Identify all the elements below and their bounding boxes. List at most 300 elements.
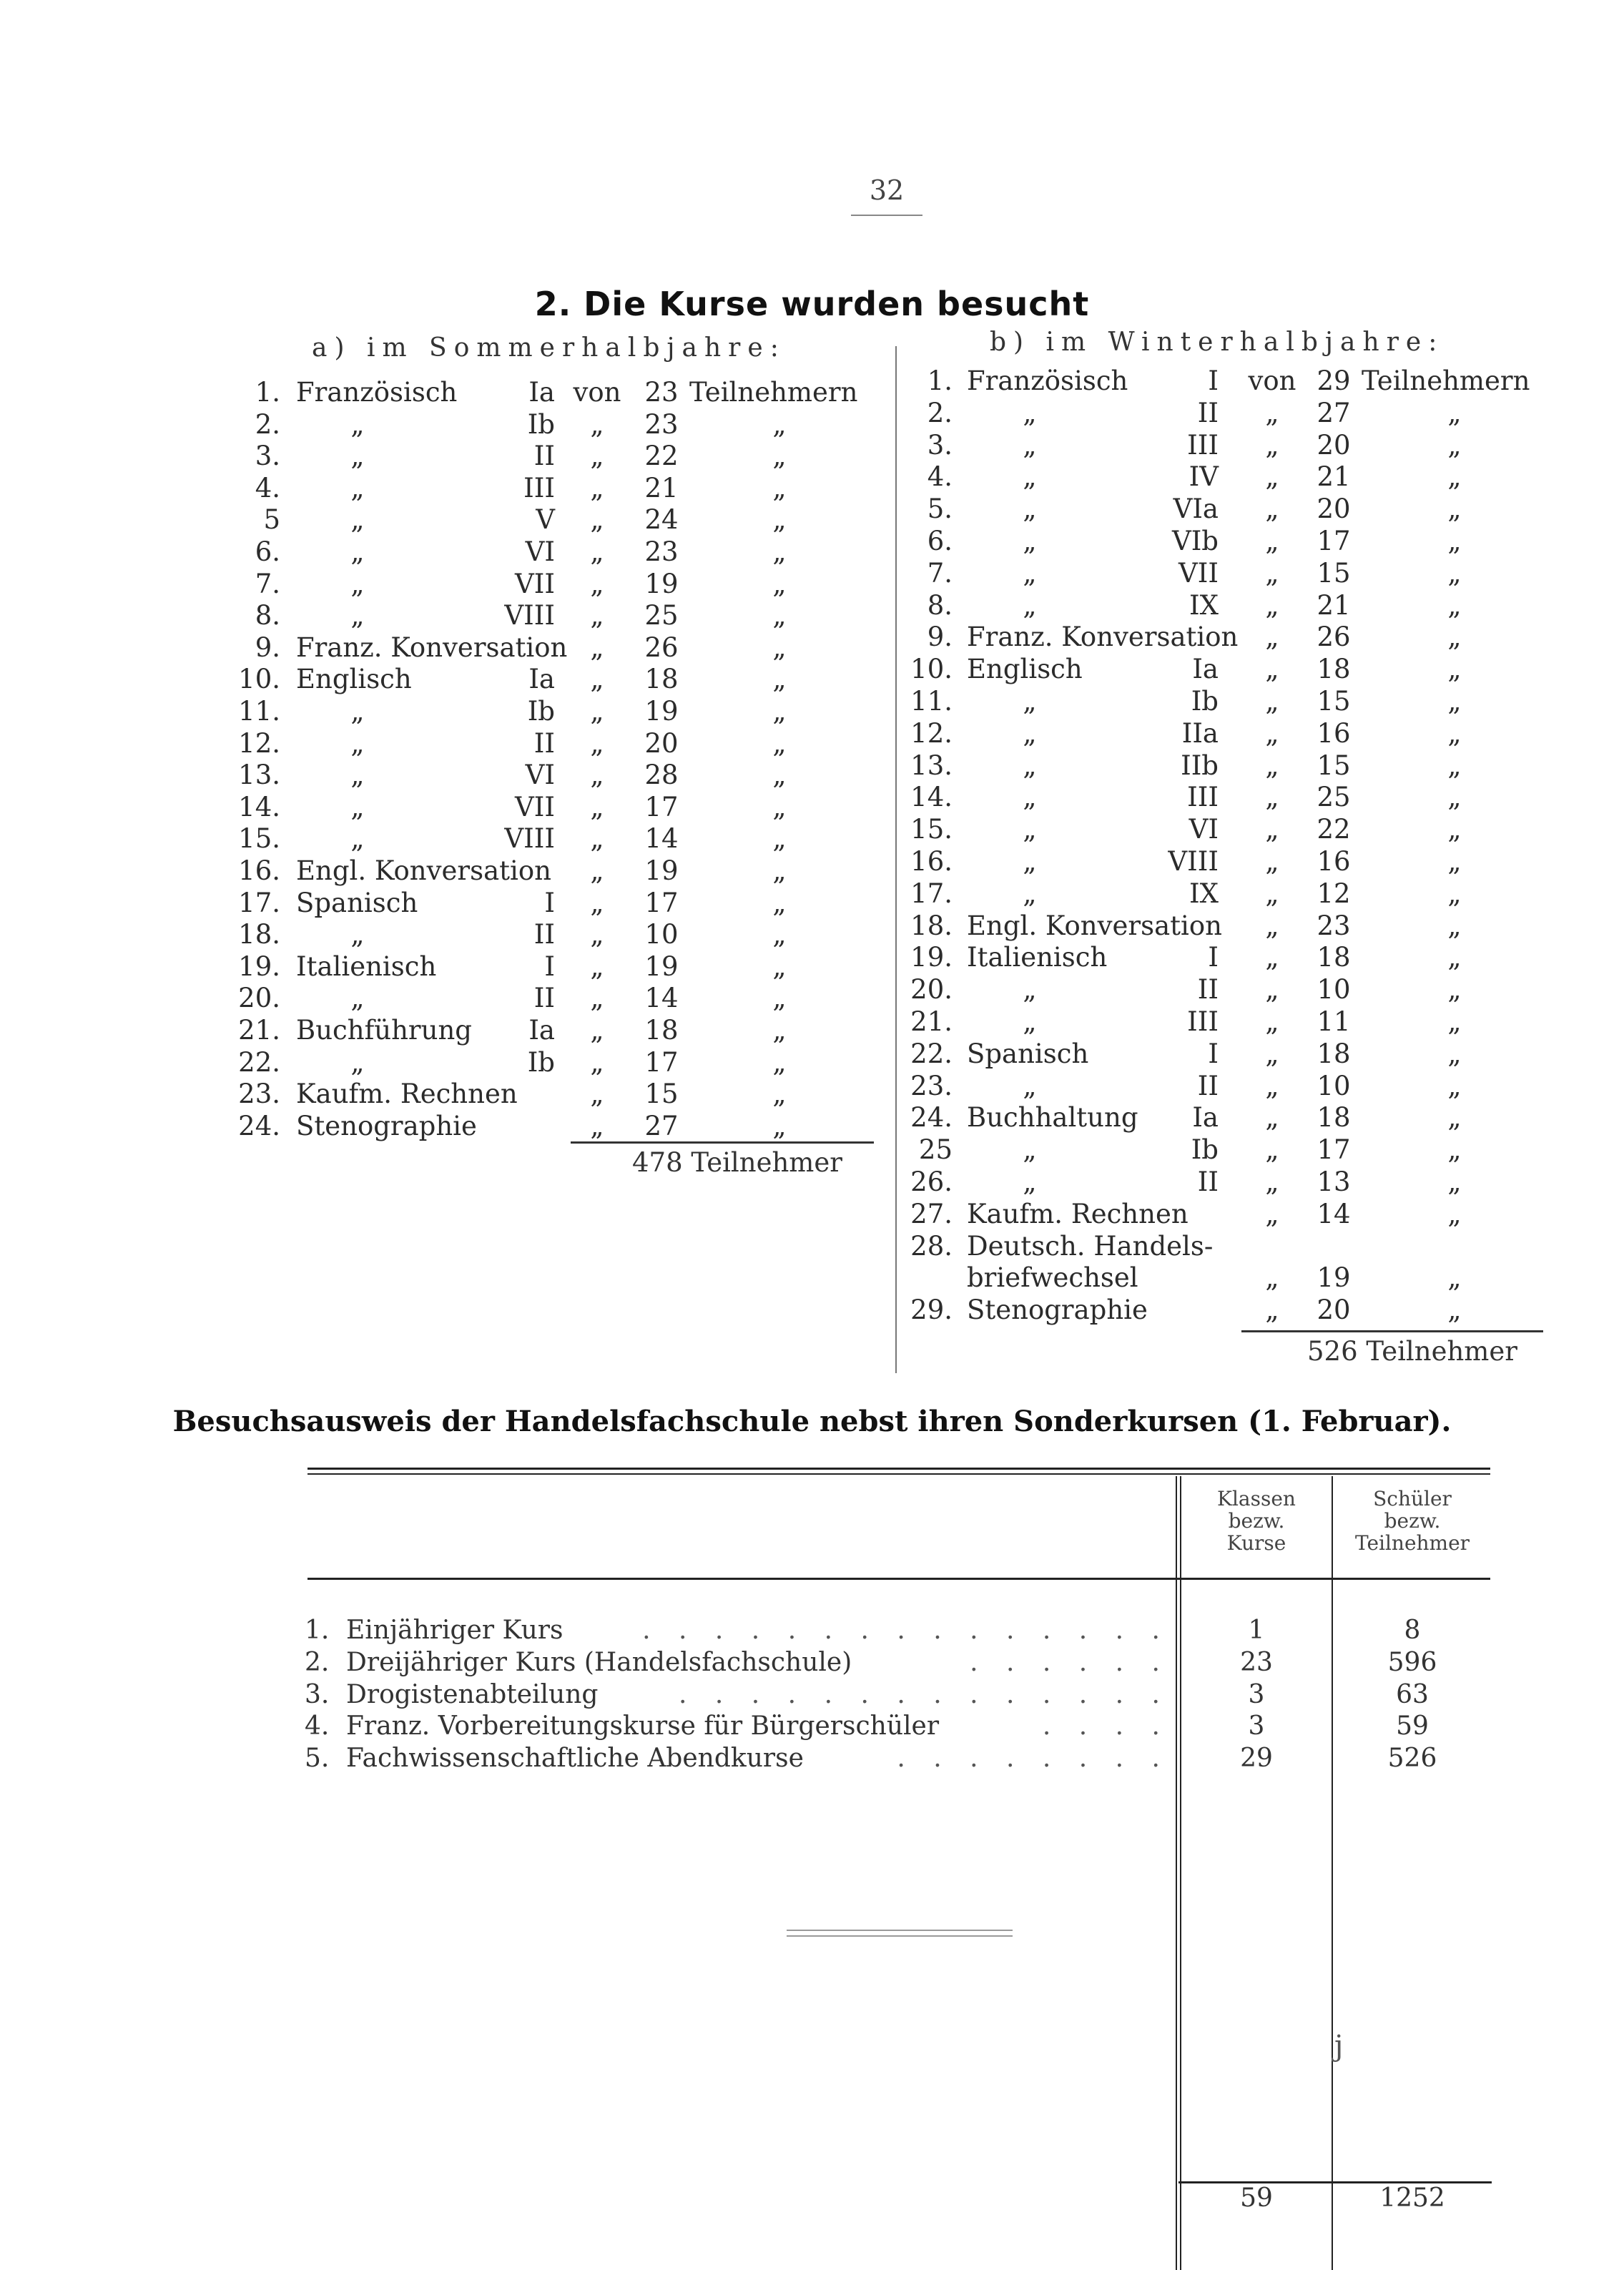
course-level: I (1208, 1038, 1219, 1069)
participant-count: 23 (1317, 910, 1351, 941)
unit-label: „ (772, 919, 787, 950)
unit-label: „ (1447, 654, 1462, 685)
unit-label: „ (1447, 493, 1462, 525)
course-name: „ (1023, 1006, 1037, 1037)
unit-label: „ (1447, 717, 1462, 749)
page-mark: j (1334, 2030, 1344, 2063)
participant-count: 20 (1317, 1294, 1351, 1326)
unit-label: „ (1447, 1102, 1462, 1134)
attendance-row (305, 1615, 1492, 1646)
row-label: Drogistenabteilung (346, 1679, 599, 1709)
unit-label: „ (1447, 1134, 1462, 1166)
unit-label: „ (1447, 1038, 1462, 1069)
row-number: 7. (255, 568, 280, 599)
course-name: „ (350, 441, 365, 472)
course-name: Englisch (967, 654, 1083, 685)
course-level: IX (1189, 878, 1219, 909)
row-number: 9. (255, 632, 280, 663)
course-name: Engl. Konversation (967, 910, 1222, 941)
course-level: Ib (527, 408, 555, 440)
participant-count: 28 (644, 760, 679, 791)
von-label: „ (1265, 910, 1279, 941)
von-label: „ (590, 600, 604, 632)
winter-row (0, 1070, 1573, 1102)
row-number: 13. (910, 750, 953, 781)
row-number: 22. (238, 1046, 280, 1078)
row-label: Dreijähriger Kurs (Handelsfachschule) (346, 1647, 852, 1677)
course-name: „ (1023, 526, 1037, 556)
winter-row (0, 589, 1573, 621)
course-name: Engl. Konversation (296, 855, 551, 886)
course-name: „ (1023, 750, 1037, 781)
row-number: 16. (910, 846, 953, 877)
course-level: VII (515, 568, 555, 599)
row-number: 10. (910, 654, 953, 685)
course-name: „ (350, 504, 365, 536)
unit-label: „ (772, 536, 787, 567)
unit-label: „ (1447, 878, 1462, 909)
participant-count: 27 (1317, 397, 1351, 428)
von-label: „ (1265, 717, 1279, 749)
course-level: VI (525, 536, 555, 567)
course-name: Französisch (296, 377, 458, 408)
unit-label: „ (1447, 461, 1462, 493)
table-vrule-1b (1180, 1476, 1181, 2270)
attendance-row (305, 1743, 1492, 1774)
participant-count: 23 (644, 536, 679, 567)
course-name: „ (1023, 686, 1037, 717)
row-number: 24. (910, 1102, 953, 1134)
von-label: „ (1265, 942, 1279, 973)
unit-label: „ (772, 408, 787, 440)
course-level: Ia (528, 1015, 555, 1046)
winter-row (0, 1038, 1573, 1070)
participant-count: 21 (644, 472, 679, 503)
unit-label: „ (772, 887, 787, 918)
von-label: „ (1265, 429, 1279, 461)
row-number: 23. (238, 1079, 280, 1110)
row-label: Fachwissenschaftliche Abendkurse (346, 1744, 804, 1774)
row-number: 4. (255, 472, 280, 503)
winter-title: b) im Winterhalbjahre: (990, 328, 1445, 357)
participant-count: 17 (1317, 1134, 1351, 1166)
row-number: 11. (238, 696, 280, 727)
von-label: „ (1265, 1134, 1279, 1166)
winter-row (0, 750, 1573, 782)
unit-label: „ (772, 760, 787, 791)
course-level: II (533, 919, 555, 950)
students-value: 63 (1396, 1679, 1429, 1709)
unit-label: „ (772, 1015, 787, 1046)
course-level: II (1197, 974, 1219, 1006)
course-level: IX (1189, 589, 1219, 621)
row-number: 15. (910, 814, 953, 845)
row-number: 2. (255, 408, 280, 440)
winter-row (0, 365, 1573, 397)
summer-title: a) im Sommerhalbjahre: (312, 333, 786, 363)
von-label: „ (1265, 589, 1279, 621)
von-label: „ (590, 1079, 604, 1110)
course-name: Spanisch (296, 887, 418, 918)
von-label: „ (590, 823, 604, 855)
winter-row (0, 557, 1573, 589)
participant-count: 18 (1317, 1102, 1351, 1134)
row-number: 15. (238, 823, 280, 855)
students-value: 59 (1396, 1711, 1429, 1741)
row-number: 5 (263, 504, 280, 536)
row-number: 4. (927, 461, 953, 493)
winter-row (0, 973, 1573, 1006)
course-name: „ (1023, 1134, 1037, 1166)
total-classes: 59 (1240, 2183, 1273, 2213)
unit-label: „ (772, 472, 787, 503)
course-name: „ (350, 983, 365, 1014)
course-name: „ (350, 823, 365, 855)
von-label: „ (1265, 461, 1279, 493)
course-name: „ (350, 408, 365, 440)
winter-row (0, 685, 1573, 717)
von-label: „ (590, 791, 604, 822)
row-number: 28. (910, 1230, 953, 1262)
von-label: „ (1265, 1166, 1279, 1197)
course-name: „ (1023, 429, 1037, 461)
winter-row (0, 1166, 1573, 1198)
von-label: „ (1265, 493, 1279, 525)
course-level: II (1197, 1070, 1219, 1101)
row-number: 7. (927, 557, 953, 589)
unit-label: „ (1447, 526, 1462, 556)
winter-row (0, 397, 1573, 429)
course-level: II (533, 727, 555, 759)
winter-row (0, 1134, 1573, 1166)
winter-row (0, 1006, 1573, 1038)
von-label: „ (1265, 1102, 1279, 1134)
participant-count: 15 (1317, 686, 1351, 717)
course-name: Stenographie (296, 1110, 477, 1141)
leader-dots: . . . . . . . . (897, 1744, 1170, 1774)
header-students-line-2: bezw. (1384, 1509, 1441, 1533)
von-label: „ (1265, 621, 1279, 653)
von-label: „ (1265, 974, 1279, 1006)
winter-row (0, 813, 1573, 845)
participant-count: 20 (1317, 429, 1351, 461)
course-level: IV (1189, 461, 1219, 493)
header-classes-line-1: Klassen (1217, 1487, 1296, 1510)
participant-count: 20 (1317, 493, 1351, 525)
participant-count: 22 (1317, 814, 1351, 845)
von-label: „ (1265, 878, 1279, 909)
unit-label: „ (772, 823, 787, 855)
course-name: „ (1023, 846, 1037, 877)
course-level: VII (515, 791, 555, 822)
winter-row (0, 878, 1573, 910)
course-level: VIa (1173, 493, 1219, 525)
course-name: briefwechsel (967, 1262, 1138, 1294)
participant-count: 18 (1317, 942, 1351, 973)
course-level: Ib (527, 696, 555, 727)
row-number: 29. (910, 1294, 953, 1326)
course-name: Italienisch (296, 950, 437, 982)
leader-dots: . . . . . . . . . . . . . . . (642, 1616, 1170, 1645)
course-level: Ia (1192, 654, 1219, 685)
row-number: 27. (910, 1198, 953, 1229)
row-label: Einjähriger Kurs (346, 1616, 564, 1645)
participant-count: 15 (1317, 750, 1351, 781)
participant-count: 13 (1317, 1166, 1351, 1197)
unit-label: „ (1447, 1006, 1462, 1037)
course-name: „ (350, 536, 365, 567)
course-level: III (1187, 1006, 1219, 1037)
row-number: 23. (910, 1070, 953, 1101)
von-label: „ (1265, 750, 1279, 781)
course-name: Kaufm. Rechnen (967, 1198, 1189, 1229)
winter-row (0, 1230, 1573, 1262)
row-number: 12. (910, 717, 953, 749)
participant-count: 23 (644, 377, 679, 408)
attendance-row (305, 1711, 1492, 1742)
winter-row (0, 429, 1573, 461)
winter-total: 526 Teilnehmer (1307, 1336, 1517, 1367)
unit-label: „ (1447, 782, 1462, 813)
course-name: Italienisch (967, 942, 1108, 973)
unit-label: „ (1447, 589, 1462, 621)
course-name: Deutsch. Handels- (967, 1230, 1214, 1262)
participant-count: 15 (644, 1079, 679, 1110)
winter-row (0, 941, 1573, 973)
participant-count: 26 (644, 632, 679, 663)
students-value: 596 (1387, 1647, 1437, 1677)
course-name: „ (1023, 557, 1037, 589)
participant-count: 25 (1317, 782, 1351, 813)
von-label: „ (590, 568, 604, 599)
unit-label: „ (772, 504, 787, 536)
course-level: III (1187, 782, 1219, 813)
von-label: „ (1265, 1262, 1279, 1294)
von-label: „ (1265, 686, 1279, 717)
course-level: Ib (527, 1046, 555, 1078)
course-name: Spanisch (967, 1038, 1089, 1069)
winter-row (0, 653, 1573, 685)
header-classes-line-3: Kurse (1226, 1531, 1286, 1555)
participant-count: 14 (1317, 1198, 1351, 1229)
course-name: Buchführung (296, 1015, 472, 1046)
participant-count: 10 (1317, 1070, 1351, 1101)
course-name: Französisch (967, 365, 1128, 396)
course-name: Kaufm. Rechnen (296, 1079, 518, 1110)
participant-count: 22 (644, 441, 679, 472)
course-name: „ (1023, 589, 1037, 621)
course-name: „ (350, 1046, 365, 1078)
winter-row (0, 461, 1573, 493)
winter-row (0, 525, 1573, 557)
course-level: III (1187, 429, 1219, 461)
row-number: 13. (238, 760, 280, 791)
unit-label: „ (1447, 621, 1462, 653)
course-name: Stenographie (967, 1294, 1148, 1326)
participant-count: 17 (644, 887, 679, 918)
participant-count: 11 (1317, 1006, 1351, 1037)
total-students: 1252 (1379, 2183, 1445, 2213)
winter-row (0, 1262, 1573, 1294)
von-label: „ (590, 919, 604, 950)
von-label: „ (590, 1110, 604, 1141)
participant-count: 14 (644, 983, 679, 1014)
unit-label: „ (1447, 429, 1462, 461)
unit-label: „ (772, 791, 787, 822)
von-label: von (573, 377, 621, 408)
participant-count: 17 (644, 791, 679, 822)
row-number: 6. (255, 536, 280, 567)
von-label: „ (590, 1015, 604, 1046)
von-label: von (1248, 365, 1296, 396)
course-name: „ (1023, 493, 1037, 525)
row-number: 21. (910, 1006, 953, 1037)
participant-count: 12 (1317, 878, 1351, 909)
von-label: „ (590, 950, 604, 982)
row-number: 4. (305, 1711, 330, 1741)
unit-label: „ (1447, 1262, 1462, 1294)
course-name: „ (1023, 717, 1037, 749)
unit-label: „ (1447, 1294, 1462, 1326)
unit-label: „ (1447, 814, 1462, 845)
unit-label: „ (772, 950, 787, 982)
winter-row (0, 845, 1573, 878)
participant-count: 19 (644, 568, 679, 599)
course-level: III (523, 472, 555, 503)
row-label: Franz. Vorbereitungskurse für Bürgerschüler (346, 1711, 940, 1741)
von-label: „ (590, 760, 604, 791)
classes-value: 3 (1248, 1711, 1265, 1741)
row-number: 1. (927, 365, 953, 396)
unit-label: „ (772, 1110, 787, 1141)
row-number: 8. (927, 589, 953, 621)
page-number-rule (851, 215, 922, 216)
unit-label: Teilnehmern (689, 377, 858, 408)
classes-value: 23 (1240, 1647, 1273, 1677)
row-number: 10. (238, 664, 280, 695)
unit-label: „ (1447, 1198, 1462, 1229)
course-name: „ (1023, 814, 1037, 845)
course-level: VII (1178, 557, 1219, 589)
course-name: „ (350, 760, 365, 791)
course-level: VIII (504, 823, 555, 855)
participant-count: 19 (644, 696, 679, 727)
participant-count: 23 (644, 408, 679, 440)
winter-row (0, 621, 1573, 653)
table-top-rule-2 (307, 1473, 1490, 1475)
course-name: „ (350, 727, 365, 759)
von-label: „ (590, 408, 604, 440)
classes-value: 1 (1248, 1616, 1265, 1645)
attendance-row (305, 1679, 1492, 1711)
course-name: Franz. Konversation (967, 621, 1239, 653)
von-label: „ (1265, 557, 1279, 589)
row-number: 19. (238, 950, 280, 982)
course-name: Franz. Konversation (296, 632, 568, 663)
course-name: „ (1023, 397, 1037, 428)
unit-label: „ (772, 1079, 787, 1110)
row-number: 14. (238, 791, 280, 822)
course-level: IIa (1181, 717, 1219, 749)
course-level: I (544, 950, 555, 982)
header-students (1333, 1488, 1492, 1554)
unit-label: „ (1447, 397, 1462, 428)
course-name: „ (1023, 782, 1037, 813)
students-value: 526 (1387, 1744, 1437, 1774)
course-name: „ (1023, 461, 1037, 493)
page-number: 32 (869, 175, 905, 206)
unit-label: „ (1447, 557, 1462, 589)
row-number: 26. (910, 1166, 953, 1197)
von-label: „ (590, 887, 604, 918)
unit-label: „ (1447, 942, 1462, 973)
course-level: II (533, 983, 555, 1014)
von-label: „ (1265, 526, 1279, 556)
unit-label: „ (772, 600, 787, 632)
course-name: „ (350, 791, 365, 822)
winter-row (0, 493, 1573, 525)
course-name: „ (350, 568, 365, 599)
row-number: 22. (910, 1038, 953, 1069)
course-name: „ (350, 696, 365, 727)
participant-count: 16 (1317, 846, 1351, 877)
course-level: II (533, 441, 555, 472)
unit-label: „ (772, 727, 787, 759)
table-vrule-1 (1176, 1476, 1177, 2270)
row-number: 18. (910, 910, 953, 941)
row-number: 8. (255, 600, 280, 632)
unit-label: „ (1447, 750, 1462, 781)
participant-count: 19 (644, 855, 679, 886)
header-classes-line-2: bezw. (1228, 1509, 1285, 1533)
row-number: 2. (927, 397, 953, 428)
row-number: 5. (305, 1744, 330, 1774)
table-top-rule (307, 1468, 1490, 1470)
course-name: „ (1023, 1166, 1037, 1197)
classes-value: 3 (1248, 1679, 1265, 1709)
row-number: 14. (910, 782, 953, 813)
row-number: 12. (238, 727, 280, 759)
course-name: Buchhaltung (967, 1102, 1138, 1134)
participant-count: 18 (644, 664, 679, 695)
participant-count: 17 (644, 1046, 679, 1078)
row-number: 11. (910, 686, 953, 717)
row-number: 20. (910, 974, 953, 1006)
participant-count: 25 (644, 600, 679, 632)
table-header-rule (307, 1578, 1490, 1580)
row-number: 2. (305, 1647, 330, 1677)
von-label: „ (590, 855, 604, 886)
row-number: 21. (238, 1015, 280, 1046)
row-number: 9. (927, 621, 953, 653)
header-students-line-3: Teilnehmer (1354, 1531, 1470, 1555)
von-label: „ (1265, 782, 1279, 813)
von-label: „ (1265, 1198, 1279, 1229)
unit-label: „ (1447, 846, 1462, 877)
leader-dots: . . . . (1042, 1711, 1170, 1741)
von-label: „ (590, 983, 604, 1014)
course-name: Englisch (296, 664, 412, 695)
unit-label: „ (1447, 910, 1462, 941)
unit-label: „ (772, 664, 787, 695)
course-name: „ (350, 472, 365, 503)
bottom-rule-2 (787, 1935, 1013, 1937)
participant-count: 16 (1317, 717, 1351, 749)
winter-row (0, 1101, 1573, 1134)
unit-label: „ (772, 696, 787, 727)
winter-row (0, 717, 1573, 750)
course-level: VI (525, 760, 555, 791)
